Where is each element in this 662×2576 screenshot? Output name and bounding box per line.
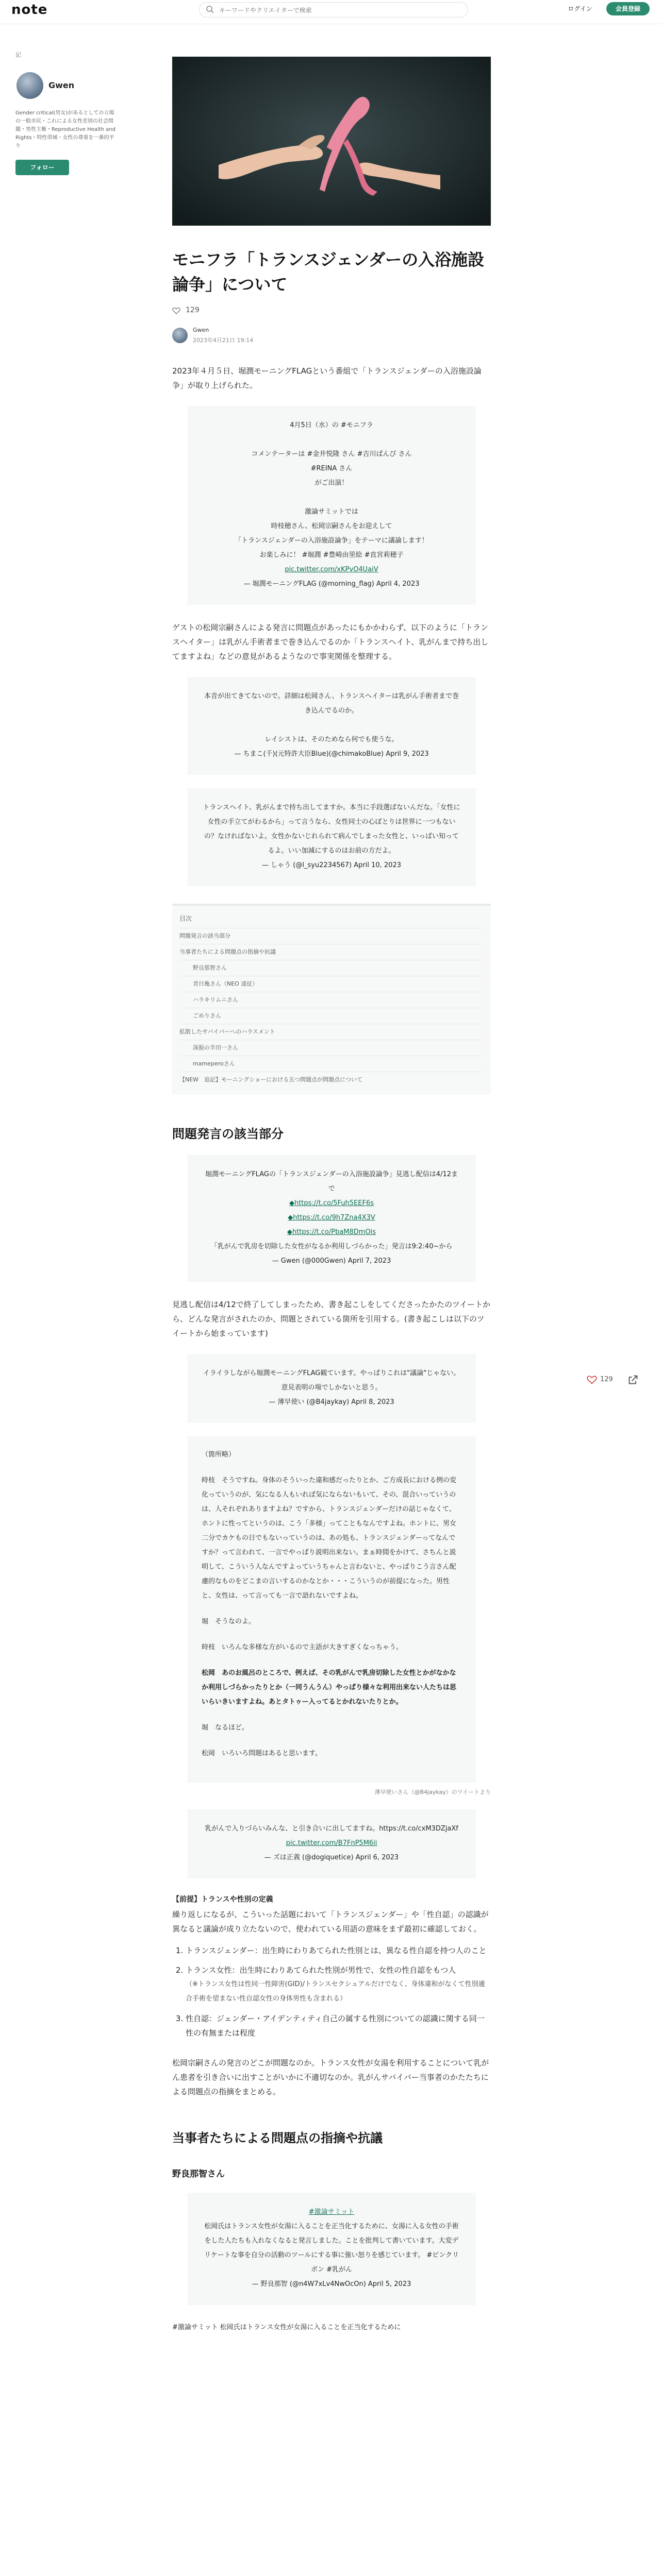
list-item bbox=[186, 1963, 491, 2006]
list-item bbox=[186, 2011, 491, 2040]
intro-paragraph: 2023年４月５日、堀潤モーニングFLAGという番組で「トランスジェンダーの入浴施設論争」が取り上げられた。 bbox=[172, 366, 482, 390]
section-heading: 当事者たちによる問題点の指摘や抗議 bbox=[172, 2131, 383, 2145]
transcript-line: 時枝 そうですね。身体のそういった違和感だったりとか、ご方成長における例の変化っていうのが、気になる人もいれば気にならないもいて、その、混合いっていうのは、人それぞれありますよね？ですから、トランスジェンダーだけの話じゃなくて、ホントに性ってというのは、こう「多様」ってこともなんですよね。ホントに、男女二分でカケもの日でもないっていうのは、あの処も、トランスジェンダーってなんですか？って言われて、一言でやっぱり説明出来ない。まぁ時間をかけて、さちんと説明して、こういう人なんですよっていうちゃんと言わないと、やっぱりこう言さん配慮的なものをどこまの言いするのかなとか・・・こういうのが前提になった。男性と、女性は、って言っても一言で語れないですよね。 bbox=[202, 1477, 457, 1600]
definition-text: 性自認：ジェンダー・アイデンティティ自己の属する性別についての認識に関する同一性の有無または程度 bbox=[186, 2014, 485, 2038]
section-heading: 問題発言の該当部分 bbox=[172, 1127, 284, 1141]
transcript-line: 時枝 いろんな多様な方がいるので主語が大きすぎくなっちゃう。 bbox=[202, 1643, 403, 1651]
tweet-line: 本音が出てきてないので。詳細は松岡さん、トランスヘイターは乳がん手術者まで巻き込んでるのか。 bbox=[204, 692, 459, 715]
tweet-source[interactable]: — ズは正義 (@dogiquetice) April 6, 2023 bbox=[264, 1854, 399, 1861]
embedded-tweet bbox=[187, 677, 476, 775]
tweet-source[interactable]: — Gwen (@000Gwen) April 7, 2023 bbox=[272, 1257, 391, 1265]
tweet-source[interactable]: — 薄早使い (@B4jaykay) April 8, 2023 bbox=[269, 1398, 394, 1406]
tweet-line: 時枝穂さん、松岡宗嗣さんをお迎えして bbox=[271, 522, 392, 530]
embedded-tweet bbox=[187, 788, 476, 886]
tweet-line: トランスヘイト、乳がんまで持ち出してますか。本当に手段選ばないんだな。「女性に女性の手立てがわるから」って言うなら、女性同士の心ぼとりは世界に一つもないの？なければないよ。女性かないじれられて病んでしまった女性と、いっぱい知ってるよ。いい加減にするのはお前の方だよ。 bbox=[203, 804, 460, 855]
heart-icon[interactable] bbox=[172, 307, 180, 315]
definition-text: トランスジェンダー：出生時にわりあてられた性別とは、異なる性自認を持つ人のこと bbox=[186, 1946, 487, 1955]
body-paragraph: 松岡宗嗣さんの発言のどこが問題なのか。トランス女性が女湯を利用することについて乳がん患者を引き合いに出すことがいかに不適切なのか。乳がんサバイバー当事者のかたたちによる問題点の指摘をまとめる。 bbox=[172, 2058, 489, 2096]
body-paragraph: 繰り返しになるが、こういった話題において「トランスジェンダー」や「性自認」の認識が異なると議論が成り立たないので、使われている用語の意味をまず最初に確認しておく。 bbox=[172, 1910, 489, 1934]
sidebar-top-label: 記 bbox=[15, 52, 21, 58]
tweet-source[interactable]: — しゃう (@l_syu2234567) April 10, 2023 bbox=[262, 861, 401, 869]
like-count: 129 bbox=[186, 306, 200, 314]
tweet-line: 堀潤モーニングFLAGの「トランスジェンダーの入浴施設論争」見逃し配信は4/12まで bbox=[205, 1171, 458, 1193]
article bbox=[172, 57, 491, 2335]
toc-item[interactable]: 青日亀さん（NEO 遠征） bbox=[179, 976, 484, 992]
transcript-line: 松岡 いろいろ問題はあると思います。 bbox=[202, 1750, 322, 1757]
embedded-tweet bbox=[187, 1354, 476, 1423]
top-bar bbox=[0, 0, 662, 24]
share-icon[interactable] bbox=[628, 1375, 638, 1385]
definition-list bbox=[172, 1943, 491, 2040]
excerpt-caption: 薄早使いさん（@B4jaykay）のツイートより bbox=[374, 1789, 491, 1795]
publish-date: 2023年4月21日 19:14 bbox=[193, 337, 254, 344]
avatar[interactable] bbox=[16, 72, 43, 99]
note-logo[interactable]: note bbox=[11, 2, 48, 18]
tweet-line[interactable]: #激論サミット bbox=[308, 2208, 355, 2216]
transcript-excerpt bbox=[187, 1436, 476, 1783]
sidebar-user[interactable] bbox=[15, 72, 119, 100]
toc-item[interactable]: mameperoさん bbox=[179, 1056, 484, 1072]
toc-item[interactable]: 野良那智さん bbox=[179, 960, 484, 976]
search-box[interactable] bbox=[199, 2, 468, 18]
body-paragraph: 見逃し配信は4/12で終了してしまったため、書き起こしをしてくださったかたのツイートから、どんな発言がされたのか、問題とされている箇所を引用する。(書き起こしは以下のツイートから始まっています) bbox=[172, 1300, 491, 1338]
body-paragraph: #激論サミット 松岡氏はトランス女性が女湯に入ることを正当化するために bbox=[172, 2324, 401, 2331]
embedded-tweet bbox=[187, 1155, 476, 1282]
toc-item[interactable]: ハラキリムニさん bbox=[179, 992, 484, 1008]
author-name[interactable]: Gwen bbox=[193, 327, 209, 333]
login-button[interactable]: ログイン bbox=[568, 5, 592, 12]
tweet-link[interactable]: pic.twitter.com/B7FnP5M6ii bbox=[286, 1839, 377, 1847]
toc-item[interactable]: 深振の半田一さん bbox=[179, 1040, 484, 1056]
table-of-contents bbox=[172, 904, 491, 1095]
tweet-line: がご出演！ bbox=[315, 479, 349, 487]
follow-button[interactable]: フォロー bbox=[15, 160, 69, 175]
hero-image bbox=[172, 57, 491, 226]
toc-heading[interactable]: 目次 bbox=[179, 915, 192, 922]
tweet-source[interactable]: — 堀潤モーニングFLAG (@morning_flag) April 4, 2023 bbox=[243, 580, 420, 588]
tweet-line: レイシストは、そのためなら何でも使うな。 bbox=[264, 736, 399, 743]
tweet-line: 松岡氏はトランス女性が女湯に入ることを正当化するために、女湯に入る女性の手術をした人たちも入れなくなると発言しました。ことを批判して書いています。大変デリケートな事を自分の活動のツールにする事に強い怒りを感じています。 #ピンクリボン #乳がん bbox=[204, 2223, 459, 2274]
article-title: モニフラ「トランスジェンダーの入浴施設論争」について bbox=[172, 250, 485, 294]
author-sidebar bbox=[15, 50, 119, 175]
sidebar-bio: Gender critical(男女)があるとしての立場の一般市民・これによる女性差別の社会問題・男性主権・Reproductive Health and Rights・特性帯域・女性の尊重を一番的平り bbox=[15, 110, 115, 149]
embedded-tweet bbox=[187, 406, 476, 605]
search-icon bbox=[206, 5, 214, 13]
toc-item[interactable]: 当事者たちによる問題点の指摘や抗議 bbox=[179, 944, 484, 960]
tweet-line[interactable]: 4月5日（水）の #モニフラ bbox=[290, 421, 373, 429]
transcript-line: 松岡 あのお風呂のところで、例えば、その乳がんで乳房切除した女性とかがなかなか利用しづらかったりとか（一同うんうん）やっぱり様々な利用出来ない人たちは思いらいきいますよね。あとタトゥー入ってるとかれないたりとか。 bbox=[202, 1669, 457, 1706]
tweet-link[interactable]: ◆https://t.co/9h7Zna4X3V bbox=[288, 1214, 375, 1222]
tweet-link[interactable]: pic.twitter.com/xKPvO4UaiV bbox=[285, 566, 378, 573]
tweet-source[interactable]: — ちまこ(千)(元特許大臣Blue)(@chimakoBlue) April 9, 2023 bbox=[234, 750, 429, 758]
sidebar-user-name[interactable]: Gwen bbox=[48, 80, 75, 90]
toc-item[interactable]: 問題発言の該当部分 bbox=[179, 928, 484, 944]
like-row bbox=[172, 305, 491, 317]
transcript-line: 堀 なるほど。 bbox=[202, 1724, 249, 1732]
tweet-line: コメンテーターは #金井悦隆 さん #吉川ばんび さん bbox=[251, 450, 412, 458]
tweet-link[interactable]: ◆https://t.co/5Fuh5EEF6s bbox=[289, 1199, 374, 1207]
embedded-tweet bbox=[187, 2193, 476, 2305]
body-paragraph: ゲストの松岡宗嗣さんによる発言に問題点があったにもかかわらず、以下のように「トランスヘイター」は乳がん手術者まで巻き込んでるのか「トランスヘイト、乳がんまで持ち出してますよね」などの意見があるようなので事実関係を整理する。 bbox=[172, 623, 489, 661]
heart-icon[interactable] bbox=[587, 1375, 597, 1385]
tweet-line bbox=[203, 433, 460, 447]
tweet-line bbox=[203, 490, 460, 505]
tweet-line: #REINA さん bbox=[310, 465, 353, 472]
transcript-line: （箇所略） bbox=[202, 1451, 236, 1459]
register-button[interactable]: 会員登録 bbox=[606, 2, 650, 15]
toc-item[interactable]: 【NEW 追記】モーニングショーにおける五つ問題点が問題点について bbox=[179, 1072, 484, 1088]
definition-text: トランス女性：出生時にわりあてられた性別が男性で、女性の性自認をもつ人 bbox=[186, 1965, 456, 1975]
tweet-line: お楽しみに！ #堀潤 #豊崎由里絵 #直宮莉穂子 bbox=[259, 551, 404, 559]
search-input[interactable] bbox=[218, 5, 457, 16]
tweet-link[interactable]: ◆https://t.co/PbaM8DmOis bbox=[287, 1228, 376, 1236]
tweet-line: 「乳がんで乳房を切除した女性がなるか利用しづらかった」発言は9:2:40~から bbox=[210, 1243, 453, 1250]
list-item bbox=[186, 1943, 491, 1958]
tweet-line bbox=[203, 718, 460, 733]
like-count: 129 bbox=[600, 1376, 613, 1383]
avatar[interactable] bbox=[172, 328, 188, 343]
toc-item[interactable]: 拡散したサバイバーへのハラスメント bbox=[179, 1024, 484, 1040]
subsection-heading: 野良那智さん bbox=[172, 2169, 225, 2179]
tweet-line: イライラしながら堀潤モーニングFLAG観ています。やっぱりこれは"議論"じゃない。意見表明の場でしかないと思う。 bbox=[203, 1369, 460, 1392]
toc-item[interactable]: ごめりさん bbox=[179, 1008, 484, 1024]
tweet-line: 激論サミットでは bbox=[305, 508, 358, 516]
tweet-line: 乳がんで入りづらいみんな、と引き合いに出してますね。https://t.co/cxM3DZjaXf bbox=[205, 1825, 458, 1833]
floating-actions bbox=[587, 1372, 649, 1388]
subsection-heading: 【前提】トランスや性別の定義 bbox=[172, 1895, 273, 1904]
tweet-source[interactable]: — 野良那智 (@n4W7xLv4NwOcOn) April 5, 2023 bbox=[252, 2280, 411, 2288]
transcript-line: 堀 そうなのよ。 bbox=[202, 1618, 256, 1625]
tweet-line: 「トランスジェンダーの入浴施設論争」をテーマに議論します！ bbox=[235, 537, 428, 545]
author-row bbox=[172, 327, 491, 348]
definition-note: （※トランス女性は性同一性障害(GID)/トランスセクシュアルだけでなく、身体違和がなくて性別適合手術を望まない性自認女性の身体男性も含まれる） bbox=[186, 1980, 485, 2003]
embedded-tweet bbox=[187, 1809, 476, 1878]
